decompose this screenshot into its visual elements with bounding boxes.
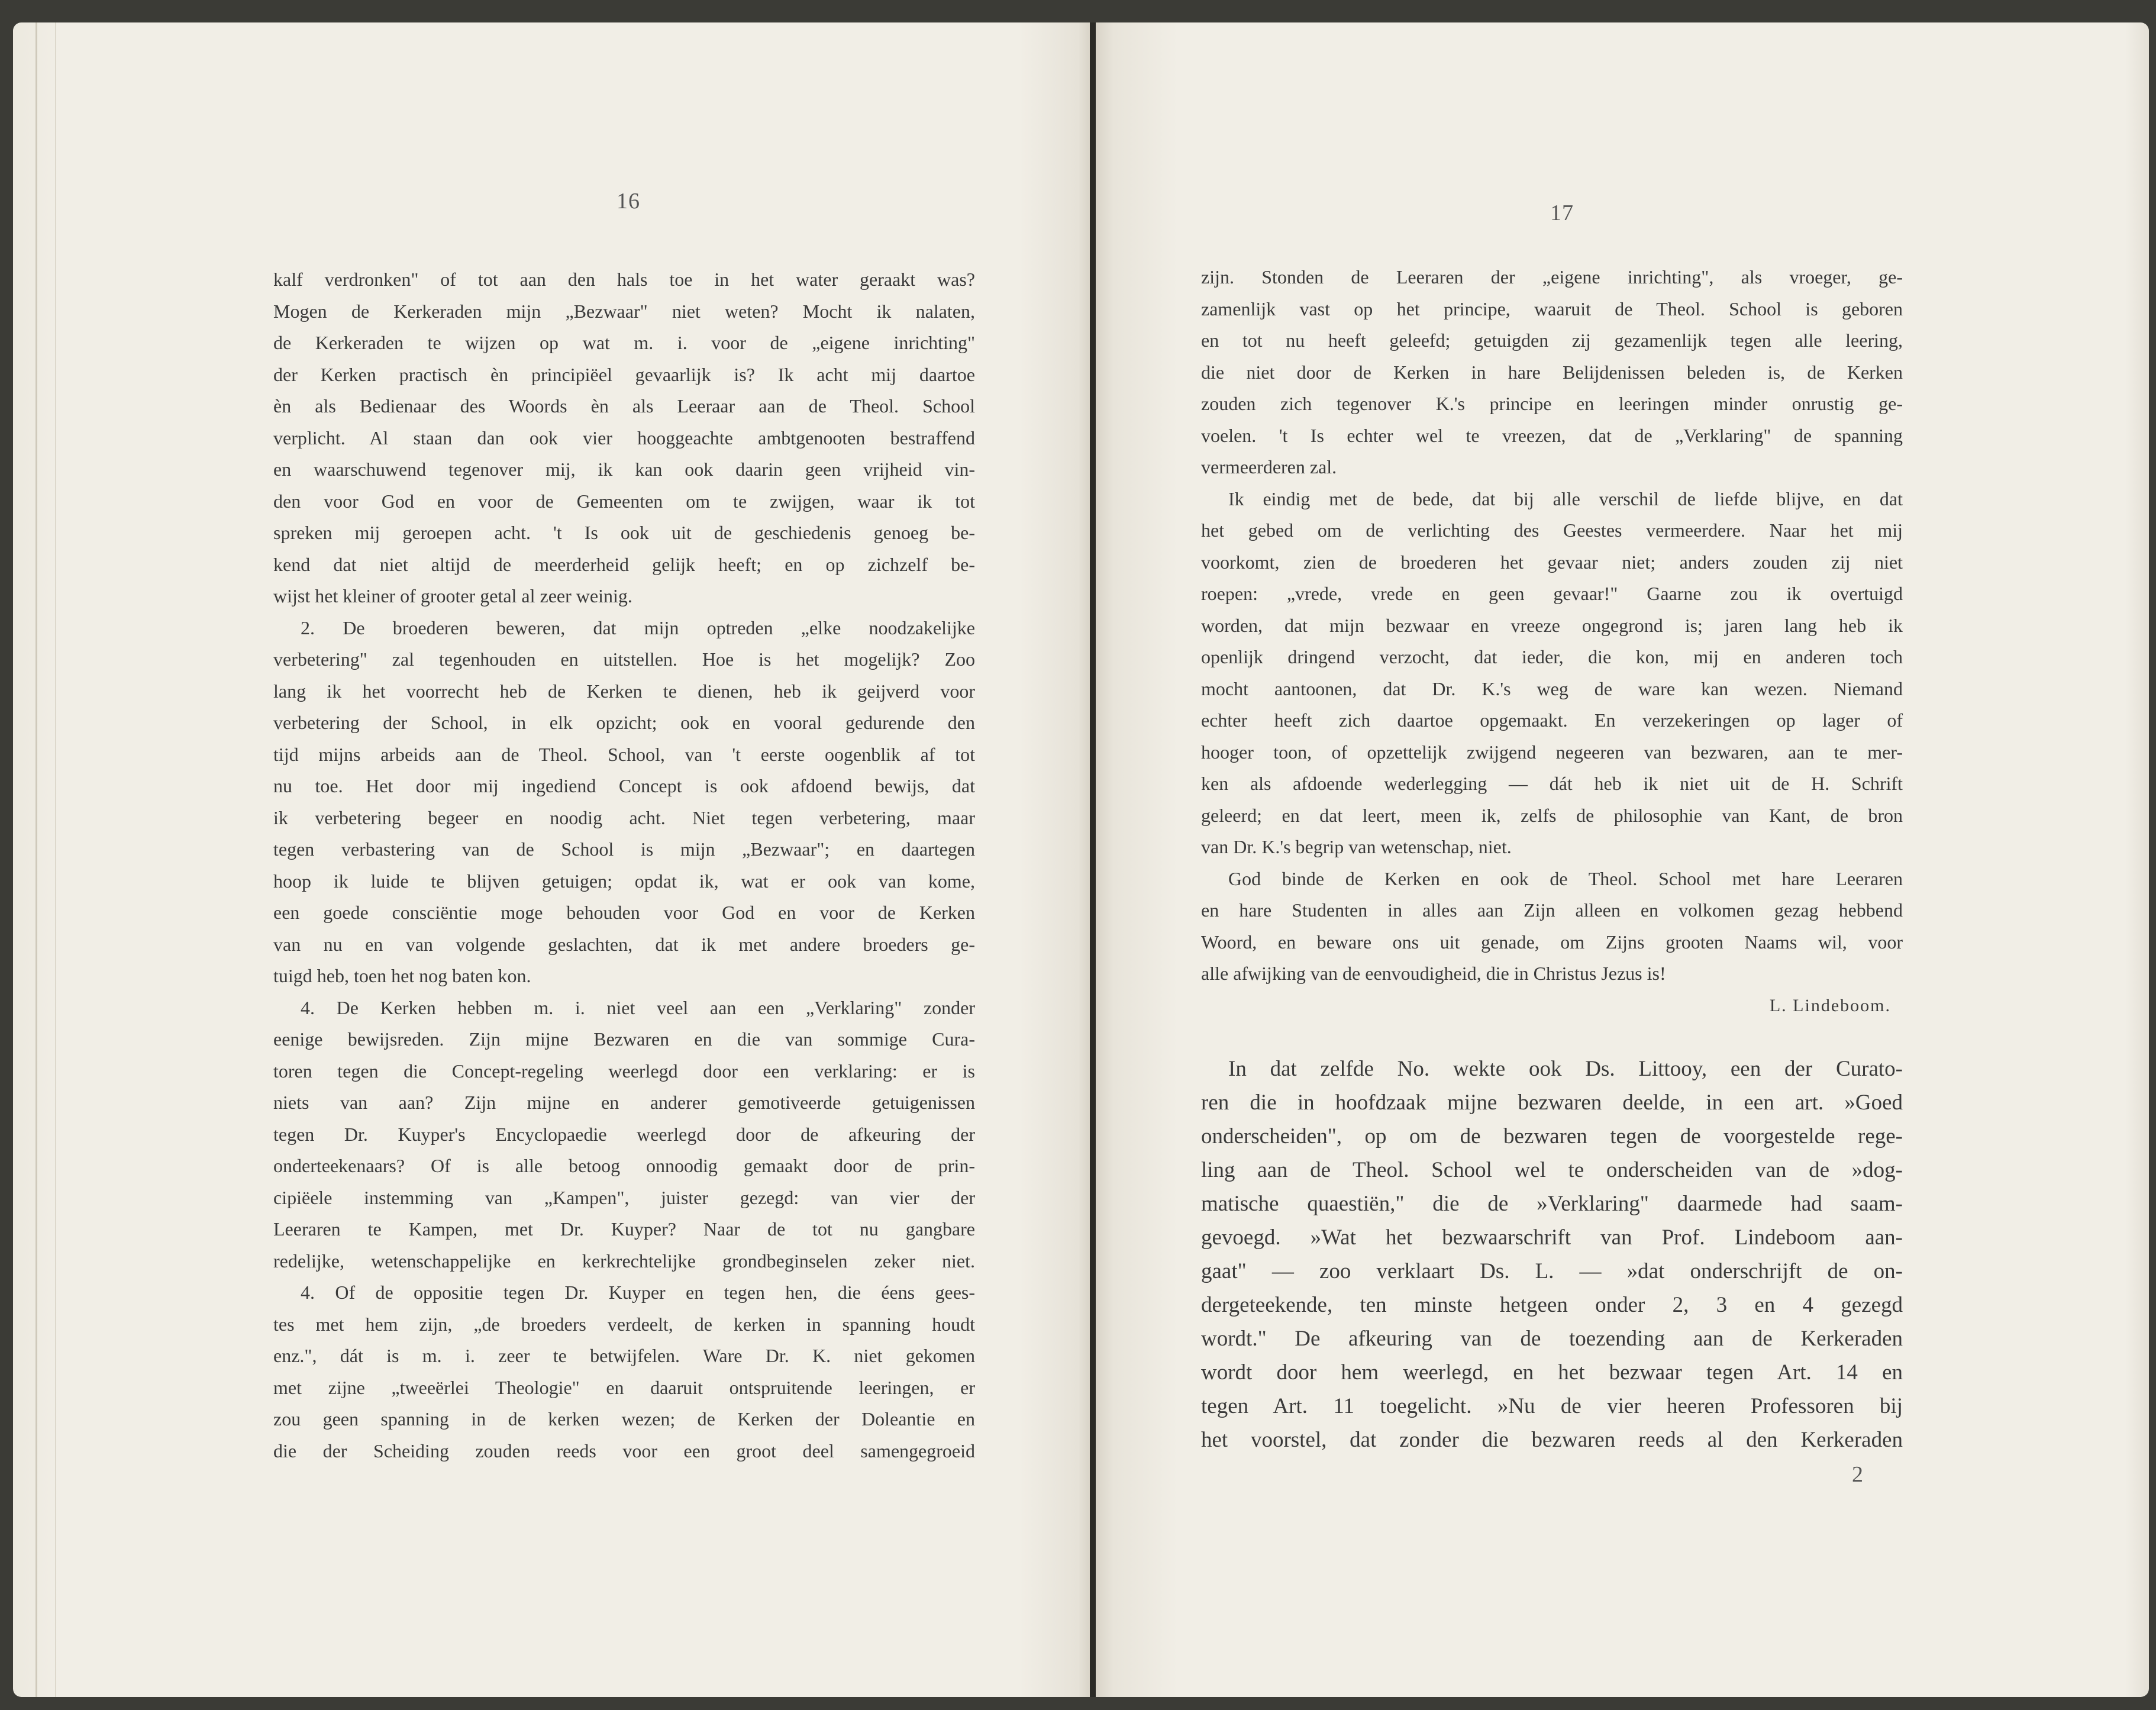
text-line: van Dr. K.'s begrip van wetenschap, niet. <box>1201 836 1512 857</box>
text-line: voorkomt, zien de broederen het gevaar niet; anders zouden zij niet <box>1201 551 1903 573</box>
text-line: een goede consciëntie moge behouden voor God en voor de Kerken <box>273 902 975 923</box>
text-line: 4. De Kerken hebben m. i. niet veel aan een „Verklaring" zonder <box>301 996 975 1018</box>
text-line: lang ik het voorrecht heb de Kerken te dienen, heb ik geijverd voor <box>273 680 975 702</box>
text-line: mocht aantoonen, dat Dr. K.'s weg de ware kan wezen. Niemand <box>1201 677 1903 699</box>
text-line: enz.", dát is m. i. zeer te betwijfelen. Ware Dr. K. niet gekomen <box>273 1345 975 1366</box>
text-line: gaat" — zoo verklaart Ds. L. — »dat onderschrijft de on- <box>1201 1259 1903 1283</box>
text-line: tegen Art. 11 toegelicht. »Nu de vier heeren Professoren bij <box>1201 1394 1903 1418</box>
text-line: eenige bewijsreden. Zijn mijne Bezwaren en die van sommige Cura- <box>273 1028 975 1050</box>
text-line: roepen: „vrede, vrede en geen gevaar!" Gaarne zou ik overtuigd <box>1201 583 1903 604</box>
text-line: spreken mij geroepen acht. 't Is ook uit de geschiedenis genoeg be- <box>273 522 975 543</box>
text-line: ling aan de Theol. School wel te onderscheiden van de »dog- <box>1201 1158 1903 1182</box>
right-page-text <box>1201 262 1903 1021</box>
text-line: Mogen de Kerkeraden mijn „Bezwaar" niet weten? Mocht ik nalaten, <box>273 300 975 322</box>
text-line: cipiëele instemming van „Kampen", juister gezegd: van vier der <box>273 1186 975 1208</box>
page-number-right: 17 <box>1550 201 1574 225</box>
text-line: ren die in hoofdzaak mijne bezwaren deelde, in een art. »Goed <box>1201 1090 1903 1115</box>
text-line: Woord, en beware ons uit genade, om Zijns grooten Naams wil, voor <box>1201 931 1903 953</box>
right-page-article-text <box>1201 1052 1903 1457</box>
text-line: zouden zich tegenover K.'s principe en leeringen minder onrustig ge- <box>1201 393 1903 414</box>
text-line: geleerd; en dat leert, meen ik, zelfs de philosophie van Kant, de bron <box>1201 804 1903 826</box>
text-line: toren tegen die Concept-regeling weerlegd door een verklaring: er is <box>273 1060 975 1082</box>
text-line: en waarschuwend tegenover mij, ik kan ook daarin geen vrijheid vin- <box>273 459 975 480</box>
text-line: ken als afdoende wederlegging — dát heb ik niet uit de H. Schrift <box>1201 773 1903 794</box>
right-page <box>1096 22 2149 1697</box>
text-line: en hare Studenten in alles aan Zijn alleen en volkomen gezag hebbend <box>1201 899 1903 921</box>
text-line: worden, dat mijn bezwaar en vreeze ongegrond is; jaren lang heb ik <box>1201 614 1903 636</box>
text-line: God binde de Kerken en ook de Theol. School met hare Leeraren <box>1228 867 1903 889</box>
text-line: tegen verbastering van de School is mijn „Bezwaar"; en daartegen <box>273 838 975 860</box>
text-line: ik verbetering begeer en noodig acht. Niet tegen verbetering, maar <box>273 806 975 828</box>
text-line: 2. De broederen beweren, dat mijn optreden „elke noodzakelijke <box>301 617 975 638</box>
text-line: hoop ik luide te blijven getuigen; opdat ik, wat er ook van kome, <box>273 870 975 892</box>
text-line: niets van aan? Zijn mijne en anderer gemotiveerde getuigenissen <box>273 1092 975 1113</box>
text-line: matische quaestiën," die de »Verklaring" daarmede had saam- <box>1201 1192 1903 1216</box>
text-line: kend dat niet altijd de meerderheid gelijk heeft; en op zichzelf be- <box>273 553 975 575</box>
text-line: tes met hem zijn, „de broeders verdeelt, de kerken in spanning houdt <box>273 1313 975 1335</box>
text-line: redelijke, wetenschappelijke en kerkrechtelijke grondbeginselen zeker niet. <box>273 1250 975 1272</box>
text-line: gevoegd. »Wat het bezwaarschrift van Prof. Lindeboom aan- <box>1201 1225 1903 1250</box>
page-number-left: 16 <box>617 189 640 214</box>
text-line: verbetering der School, in elk opzicht; ook en vooral gedurende den <box>273 712 975 733</box>
text-line: tuigd heb, toen het nog baten kon. <box>273 965 531 986</box>
text-line: Ik eindig met de bede, dat bij alle verschil de liefde blijve, en dat <box>1228 488 1903 509</box>
text-line: der Kerken practisch èn principiëel gevaarlijk is? Ik acht mij daartoe <box>273 363 975 385</box>
text-line: verbetering" zal tegenhouden en uitstellen. Hoe is het mogelijk? Zoo <box>273 648 975 670</box>
text-line: het gebed om de verlichting des Geestes vermeerdere. Naar het mij <box>1201 520 1903 541</box>
text-line: wordt." De afkeuring van de toezending aan de Kerkeraden <box>1201 1327 1903 1351</box>
text-line: onderteekenaars? Of is alle betoog onnoodig gemaakt door de prin- <box>273 1155 975 1176</box>
text-line: èn als Bedienaar des Woords èn als Leeraar aan de Theol. School <box>273 395 975 417</box>
text-line: zijn. Stonden de Leeraren der „eigene inrichting", als vroeger, ge- <box>1201 266 1903 288</box>
sheet-signature-number: 2 <box>1852 1462 1863 1487</box>
page-edge <box>35 22 56 1697</box>
text-line: die niet door de Kerken in hare Belijdenissen beleden is, de Kerken <box>1201 361 1903 383</box>
signature: L. Lindeboom. <box>1769 995 1891 1015</box>
text-line: onderscheiden", op om de bezwaren tegen de voorgestelde rege- <box>1201 1124 1903 1148</box>
text-line: tegen Dr. Kuyper's Encyclopaedie weerlegd door de afkeuring der <box>273 1123 975 1145</box>
text-line: In dat zelfde No. wekte ook Ds. Littooy, een der Curato- <box>1228 1057 1903 1081</box>
text-line: nu toe. Het door mij ingediend Concept is ook afdoend bewijs, dat <box>273 775 975 796</box>
text-line: Leeraren te Kampen, met Dr. Kuyper? Naar de tot nu gangbare <box>273 1218 975 1240</box>
book-spread <box>13 22 2149 1697</box>
text-line: echter heeft zich daartoe opgemaakt. En verzekeringen op lager of <box>1201 709 1903 731</box>
text-line: vermeerderen zal. <box>1201 456 1337 477</box>
text-line: met zijne „tweeërlei Theologie" en daaruit ontspruitende leeringen, er <box>273 1376 975 1398</box>
text-line: wijst het kleiner of grooter getal al zeer weinig. <box>273 585 632 606</box>
text-line: wordt door hem weerlegd, en het bezwaar tegen Art. 14 en <box>1201 1360 1903 1385</box>
text-line: zou geen spanning in de kerken wezen; de Kerken der Doleantie en <box>273 1408 975 1430</box>
text-line: zamenlijk vast op het principe, waaruit de Theol. School is geboren <box>1201 298 1903 320</box>
text-line: dergeteekende, ten minste hetgeen onder 2, 3 en 4 gezegd <box>1201 1293 1903 1317</box>
text-line: 4. Of de oppositie tegen Dr. Kuyper en tegen hen, die éens gees- <box>301 1282 975 1303</box>
text-line: kalf verdronken" of tot aan den hals toe in het water geraakt was? <box>273 269 975 290</box>
text-line: den voor God en voor de Gemeenten om te zwijgen, waar ik tot <box>273 490 975 512</box>
left-page <box>13 22 1090 1697</box>
text-line: alle afwijking van de eenvoudigheid, die in Christus Jezus is! <box>1201 963 1666 984</box>
text-line: die der Scheiding zouden reeds voor een groot deel samengegroeid <box>273 1440 975 1461</box>
text-line: het voorstel, dat zonder die bezwaren reeds al den Kerkeraden <box>1201 1428 1903 1452</box>
text-line: en tot nu heeft geleefd; getuigden zij gezamenlijk tegen alle leering, <box>1201 330 1903 351</box>
text-line: verplicht. Al staan dan ook vier hooggeachte ambtgenooten bestraffend <box>273 427 975 449</box>
text-line: de Kerkeraden te wijzen op wat m. i. voor de „eigene inrichting" <box>273 332 975 353</box>
text-line: van nu en van volgende geslachten, dat ik met andere broeders ge- <box>273 933 975 955</box>
text-line: voelen. 't Is echter wel te vreezen, dat de „Verklaring" de spanning <box>1201 424 1903 446</box>
text-line: hooger toon, of opzettelijk zwijgend negeeren van bezwaren, aan te mer- <box>1201 741 1903 763</box>
left-page-text <box>273 264 975 1467</box>
text-line: tijd mijns arbeids aan de Theol. School, van 't eerste oogenblik af tot <box>273 743 975 765</box>
text-line: openlijk dringend verzocht, dat ieder, die kon, mij en anderen toch <box>1201 646 1903 667</box>
